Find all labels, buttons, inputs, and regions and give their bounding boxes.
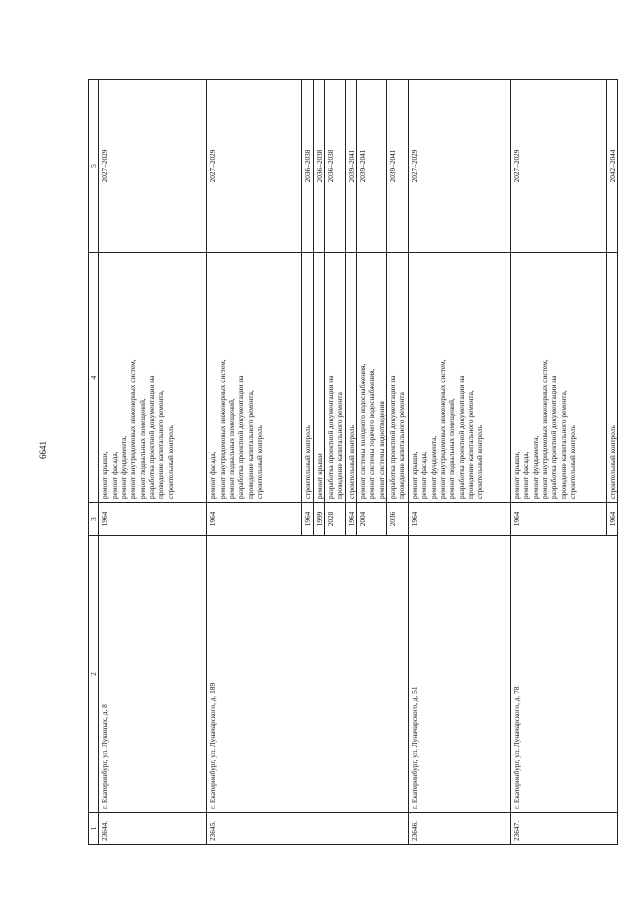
row-number-cell: 23644. <box>99 813 207 845</box>
work-item: ремонт фундамента, <box>428 435 438 499</box>
year-cell: 1964 <box>207 503 302 536</box>
work-item: строительный контроль <box>607 425 617 499</box>
year-cell: 1964 <box>302 503 313 536</box>
work-item: разработка проектной документации на <box>325 375 335 499</box>
work-item: ремонт внутридомовых инженерных систем, <box>128 359 138 499</box>
work-item: ремонт фасада, <box>521 451 531 499</box>
works-cell <box>207 253 302 503</box>
table-row <box>510 80 606 845</box>
work-item: проведение капитального ремонта, <box>156 390 166 499</box>
row-number-cell: 23645. <box>207 813 409 845</box>
period-cell: 2027–2029 <box>207 80 302 253</box>
work-item: строительный контроль <box>254 425 264 499</box>
period-cell: 2027–2029 <box>99 80 207 253</box>
works-cell <box>606 253 617 503</box>
work-item: проведение капитального ремонта <box>397 392 407 499</box>
column-header: 2 <box>89 536 99 813</box>
work-item: ремонт внутридомовых инженерных систем, <box>437 359 447 499</box>
work-item: ремонт крыши <box>314 453 324 499</box>
works-cell <box>510 253 606 503</box>
work-item: ремонт фасада, <box>419 451 429 499</box>
capital-repair-table <box>88 79 618 845</box>
period-cell: 2036–2038 <box>324 80 345 253</box>
works-cell <box>302 253 313 503</box>
work-item: ремонт фундамента, <box>530 435 540 499</box>
column-header: 3 <box>89 503 99 536</box>
work-item: разработка проектной документации на <box>387 375 397 499</box>
work-item: ремонт внутридомовых инженерных систем, <box>539 359 549 499</box>
year-cell: 1964 <box>606 503 617 536</box>
work-item: ремонт системы холодного водоснабжения, <box>357 363 367 499</box>
works-cell <box>99 253 207 503</box>
year-cell: 1999 <box>313 503 324 536</box>
rotated-table-container <box>88 80 617 845</box>
work-item: строительный контроль <box>165 425 175 499</box>
work-item: проведение капитального ремонта, <box>245 390 255 499</box>
year-cell: 2036 <box>386 503 408 536</box>
work-item: ремонт крыши, <box>100 451 110 499</box>
period-cell: 2039–2041 <box>386 80 408 253</box>
work-item: ремонт системы водоотведения <box>376 401 386 499</box>
row-number-cell: 23647. <box>510 813 617 845</box>
table-row <box>99 80 207 845</box>
work-item: ремонт системы горячего водоснабжения, <box>367 368 377 499</box>
table-row <box>408 80 510 845</box>
work-item: ремонт подвальных помещений, <box>447 398 457 499</box>
work-item: ремонт подвальных помещений, <box>137 398 147 499</box>
address-cell: г. Екатеринбург, ул. Луначарского, д. 189 <box>207 536 409 813</box>
period-cell: 2042–2044 <box>606 80 617 253</box>
work-item: разработка проектной документации на <box>549 375 559 499</box>
work-item: ремонт фасада, <box>109 451 119 499</box>
year-cell: 1964 <box>99 503 207 536</box>
address-cell: г. Екатеринбург, ул. Луначарского, д. 51 <box>408 536 510 813</box>
work-item: разработка проектной документации на <box>146 375 156 499</box>
column-header: 1 <box>89 813 99 845</box>
works-cell <box>313 253 324 503</box>
work-item: разработка проектной документации на <box>236 375 246 499</box>
work-item: проведение капитального ремонта, <box>465 390 475 499</box>
page-number: 6641 <box>38 441 48 459</box>
works-cell <box>356 253 386 503</box>
work-item: строительный контроль <box>567 425 577 499</box>
work-item: разработка проектной документации на <box>456 375 466 499</box>
column-number-row <box>89 80 99 845</box>
work-item: строительный контроль <box>303 425 313 499</box>
table-header <box>89 80 99 845</box>
work-item: строительный контроль <box>346 425 356 499</box>
year-cell: 2004 <box>356 503 386 536</box>
period-cell: 2036–2038 <box>302 80 313 253</box>
work-item: ремонт крыши, <box>511 451 521 499</box>
year-cell: 2028 <box>324 503 345 536</box>
address-cell: г. Екатеринбург, ул. Лукиных, д. 8 <box>99 536 207 813</box>
address-cell: г. Екатеринбург, ул. Луначарского, д. 78 <box>510 536 617 813</box>
work-item: ремонт подвальных помещений, <box>226 398 236 499</box>
works-cell <box>324 253 345 503</box>
period-cell: 2036–2038 <box>313 80 324 253</box>
work-item: ремонт внутридомовых инженерных систем, <box>217 359 227 499</box>
work-item: ремонт фундамента, <box>118 435 128 499</box>
work-item: ремонт крыши, <box>409 451 419 499</box>
year-cell: 1964 <box>345 503 356 536</box>
work-item: проведение капитального ремонта <box>335 392 345 499</box>
works-cell <box>345 253 356 503</box>
column-header: 4 <box>89 253 99 503</box>
column-header: 5 <box>89 80 99 253</box>
work-item: ремонт фасада, <box>208 451 218 499</box>
year-cell: 1964 <box>510 503 606 536</box>
period-cell: 2039–2041 <box>356 80 386 253</box>
period-cell: 2027–2029 <box>408 80 510 253</box>
table-body <box>99 80 618 845</box>
row-number-cell: 23646. <box>408 813 510 845</box>
works-cell <box>408 253 510 503</box>
work-item: проведение капитального ремонта, <box>558 390 568 499</box>
table-row <box>207 80 302 845</box>
work-item: строительный контроль <box>475 425 485 499</box>
period-cell: 2027–2029 <box>510 80 606 253</box>
year-cell: 1964 <box>408 503 510 536</box>
works-cell <box>386 253 408 503</box>
period-cell: 2039–2041 <box>345 80 356 253</box>
